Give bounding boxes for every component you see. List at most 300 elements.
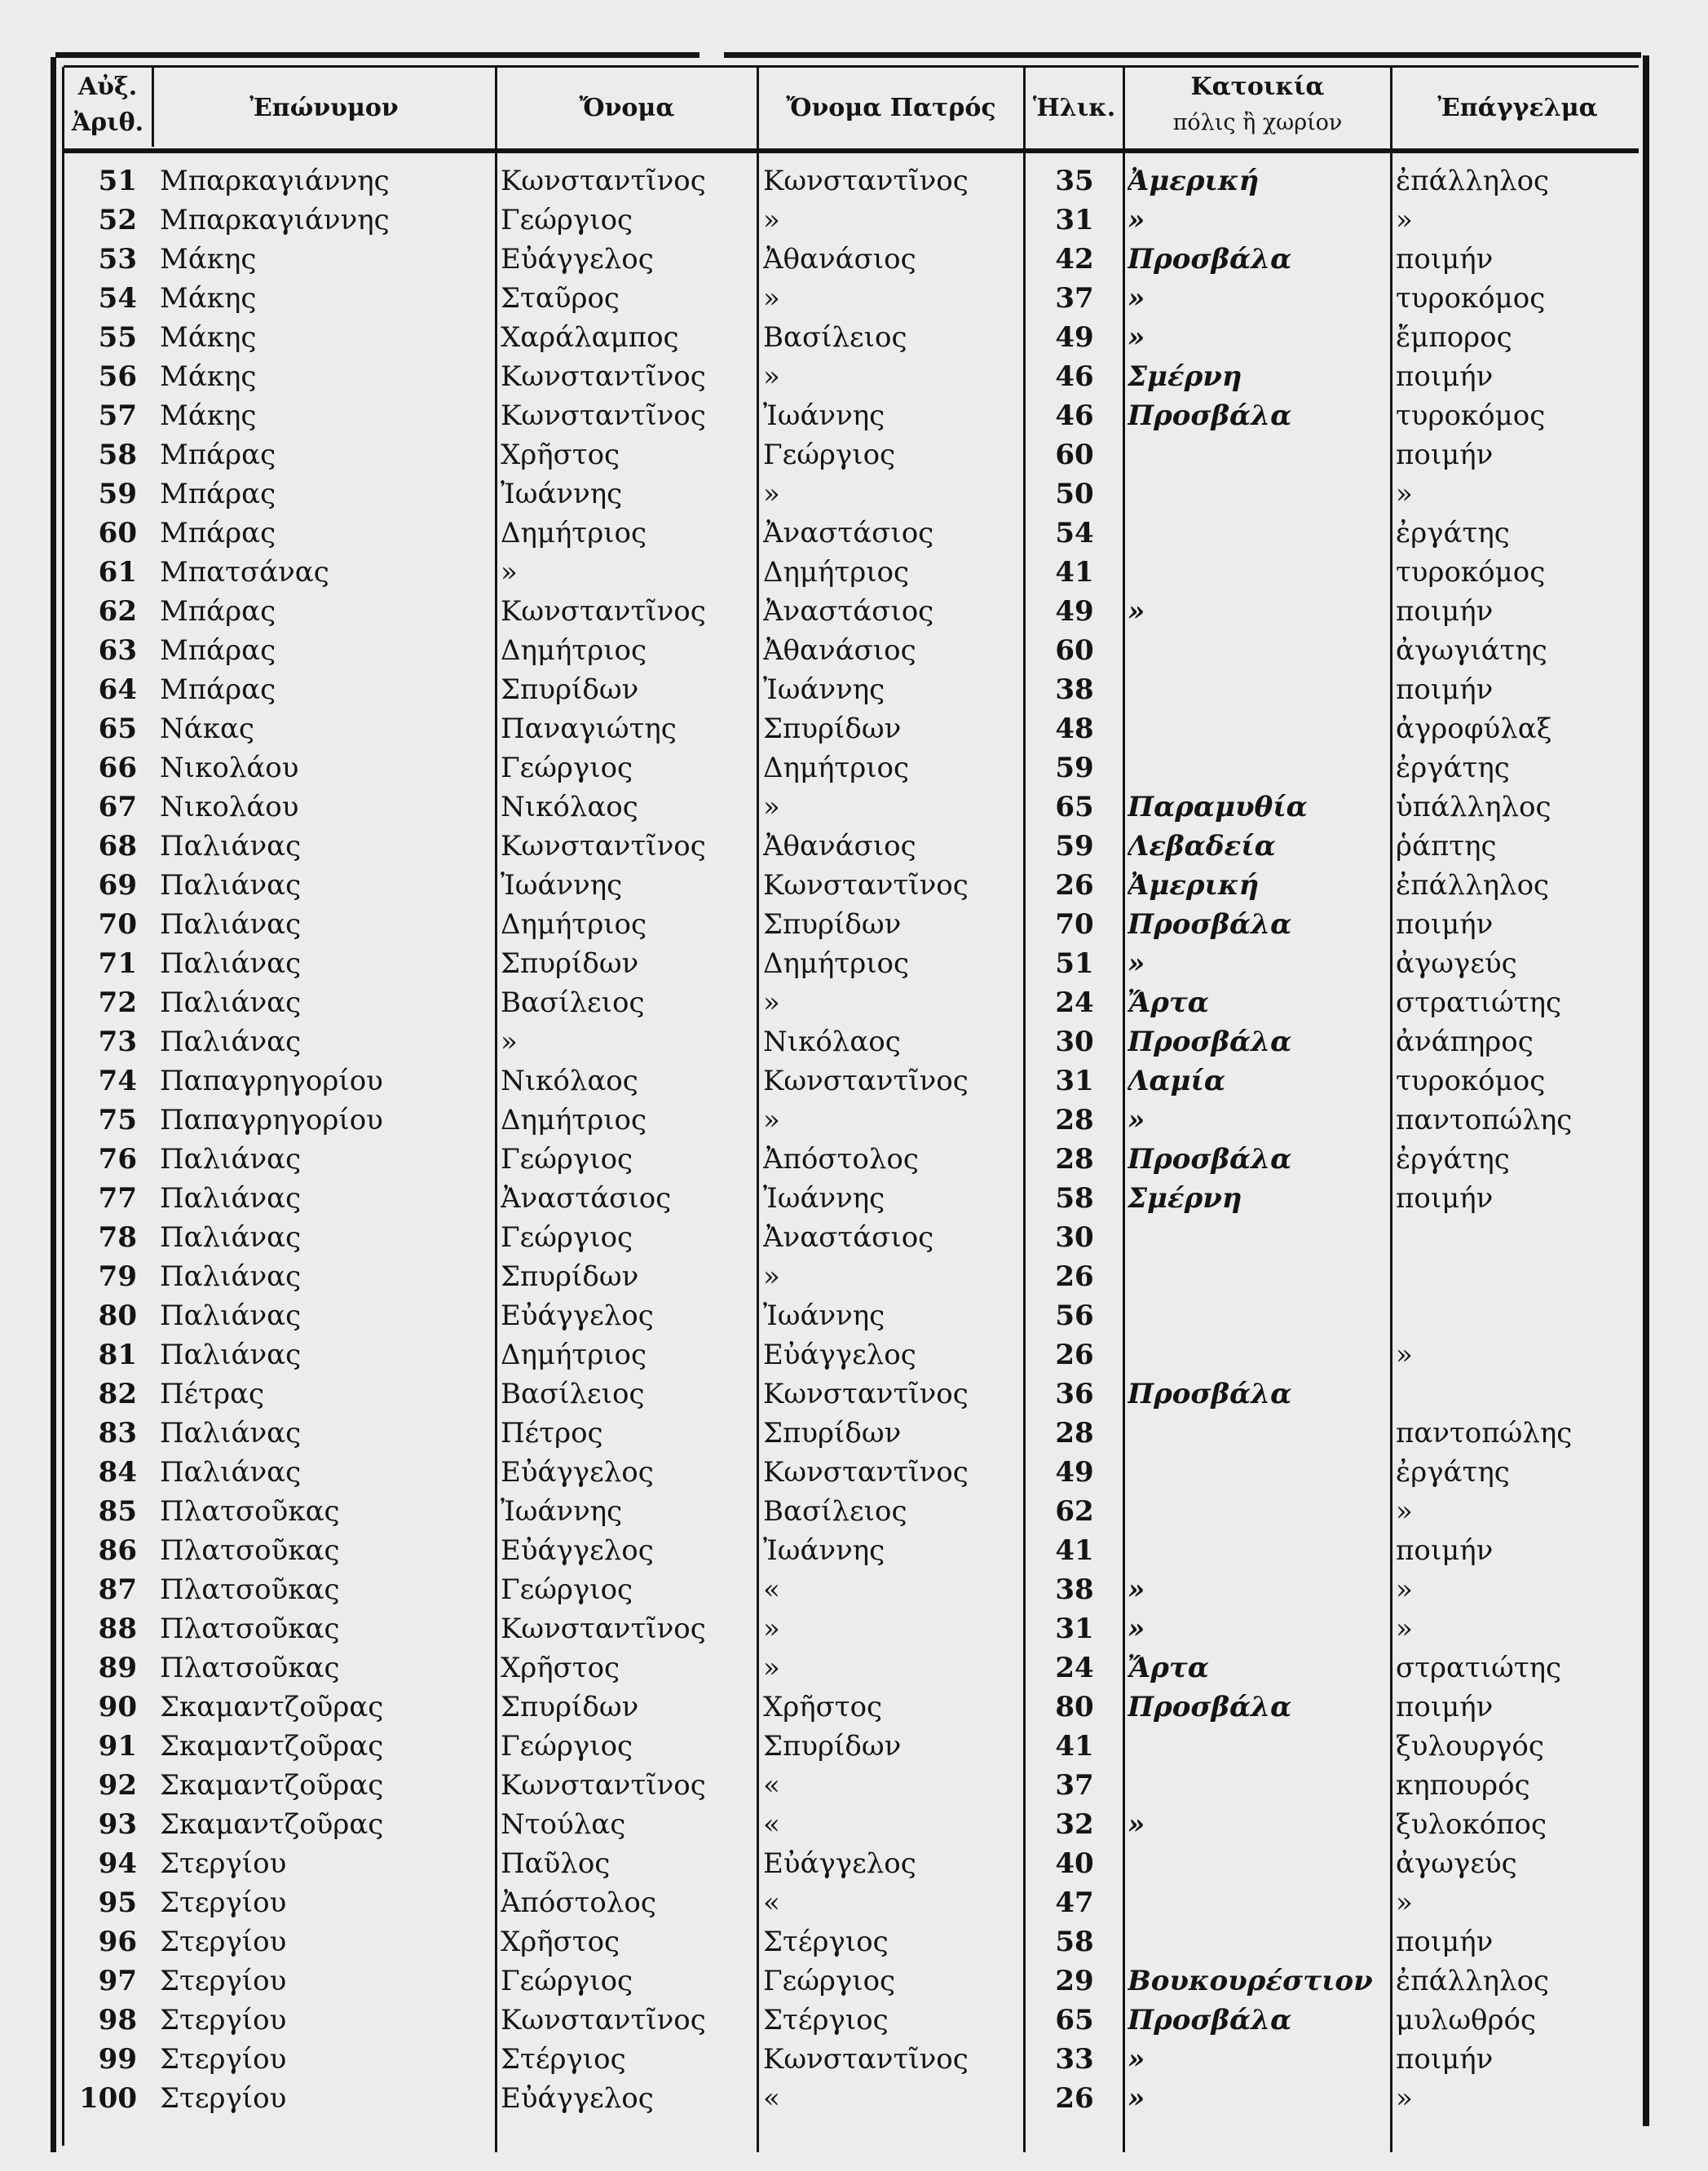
age-cell: 24 <box>1055 1652 1094 1684</box>
father-name-cell: « <box>763 1769 780 1802</box>
age-cell: 32 <box>1055 1808 1094 1841</box>
name-cell: Δημήτριος <box>501 908 647 941</box>
name-cell: Σπυρίδων <box>501 1260 639 1293</box>
name-cell: Δημήτριος <box>501 517 647 549</box>
residence-cell <box>1128 1257 1387 1296</box>
occupation-cell: ποιμήν <box>1396 1182 1494 1215</box>
occupation-cell: ποιμήν <box>1396 360 1494 393</box>
name-cell: Κωνσταντῖνος <box>501 399 706 432</box>
header-number-line1: Αὐξ. <box>77 73 138 101</box>
name-cell: Γεώργιος <box>501 204 633 236</box>
surname-cell: Σκαμαντζοῦρας <box>160 1808 384 1841</box>
row-number: 83 <box>98 1417 137 1450</box>
age-cell: 51 <box>1055 947 1094 980</box>
father-name-cell: Βασίλειος <box>763 1495 907 1528</box>
occupation-cell: » <box>1396 1886 1413 1919</box>
residence-cell: » <box>1128 947 1145 980</box>
name-cell: Νικόλαος <box>501 1065 638 1097</box>
father-name-cell: Ἀθανάσιος <box>763 830 916 863</box>
surname-cell: Νικολάου <box>160 791 299 823</box>
father-name-cell: » <box>763 1260 780 1293</box>
row-number: 73 <box>98 1026 137 1058</box>
occupation-cell: ἐργάτης <box>1396 1456 1510 1489</box>
name-cell: Παναγιώτης <box>501 713 677 745</box>
header-occupation: Ἐπάγγελμα <box>1437 94 1598 122</box>
occupation-cell: τυροκόμος <box>1396 556 1546 589</box>
occupation-cell: » <box>1396 2082 1413 2115</box>
row-number: 56 <box>98 360 137 393</box>
row-number: 77 <box>98 1182 137 1215</box>
residence-cell <box>1128 631 1387 670</box>
name-cell: Κωνσταντῖνος <box>501 1613 706 1645</box>
residence-cell <box>1128 709 1387 748</box>
row-number: 75 <box>98 1104 137 1136</box>
row-number: 100 <box>79 2082 137 2115</box>
father-name-cell: Δημήτριος <box>763 752 910 784</box>
name-cell: Παῦλος <box>501 1847 611 1880</box>
father-name-cell: Ἰωάννης <box>763 1534 885 1567</box>
residence-cell: Ἄρτα <box>1128 1652 1209 1684</box>
left-border-inner <box>62 67 64 2146</box>
divider-name <box>757 65 759 2152</box>
divider-father <box>1023 65 1026 2152</box>
row-number: 99 <box>98 2043 137 2076</box>
header-top-rule <box>64 65 1639 68</box>
row-number: 63 <box>98 634 137 667</box>
residence-cell <box>1128 1492 1387 1531</box>
occupation-cell: ἐργάτης <box>1396 752 1510 784</box>
name-cell: Εὐάγγελος <box>501 1534 654 1567</box>
residence-cell: » <box>1128 595 1145 628</box>
residence-cell <box>1128 670 1387 709</box>
surname-cell: Παπαγρηγορίου <box>160 1104 383 1136</box>
row-number: 87 <box>98 1573 137 1606</box>
residence-cell: Λεβαδεία <box>1128 830 1276 863</box>
age-cell: 38 <box>1055 673 1094 706</box>
row-number: 67 <box>98 791 137 823</box>
row-number: 89 <box>98 1652 137 1684</box>
name-cell: Ἀπόστολος <box>501 1886 656 1919</box>
surname-cell: Παλιάνας <box>160 869 302 902</box>
occupation-cell: ποιμήν <box>1396 2043 1494 2076</box>
name-cell: Κωνσταντῖνος <box>501 360 706 393</box>
father-name-cell: Γεώργιος <box>763 1965 896 1997</box>
occupation-cell: ἀγωγιάτης <box>1396 634 1547 667</box>
residence-cell <box>1128 748 1387 788</box>
age-cell: 38 <box>1055 1573 1094 1606</box>
row-number: 68 <box>98 830 137 863</box>
age-cell: 60 <box>1055 634 1094 667</box>
name-cell: Χαράλαμπος <box>501 321 679 354</box>
father-name-cell: Κωνσταντῖνος <box>763 1456 969 1489</box>
left-border <box>51 57 56 2152</box>
age-cell: 37 <box>1055 282 1094 315</box>
surname-cell: Μάκης <box>160 243 257 276</box>
row-number: 70 <box>98 908 137 941</box>
residence-cell: Προσβάλα <box>1128 908 1292 941</box>
occupation-cell: τυροκόμος <box>1396 1065 1546 1097</box>
father-name-cell: Εὐάγγελος <box>763 1847 916 1880</box>
occupation-cell: » <box>1396 1339 1413 1371</box>
row-number: 52 <box>98 204 137 236</box>
row-number: 95 <box>98 1886 137 1919</box>
occupation-cell <box>1396 1296 1640 1335</box>
father-name-cell: Στέργιος <box>763 1926 889 1958</box>
age-cell: 41 <box>1055 556 1094 589</box>
name-cell: Σταῦρος <box>501 282 620 315</box>
age-cell: 65 <box>1055 2004 1094 2036</box>
age-cell: 41 <box>1055 1730 1094 1763</box>
age-cell: 54 <box>1055 517 1094 549</box>
row-number: 66 <box>98 752 137 784</box>
surname-cell: Μάκης <box>160 399 257 432</box>
name-cell: Γεώργιος <box>501 1221 633 1254</box>
occupation-cell: στρατιώτης <box>1396 986 1562 1019</box>
occupation-cell: ποιμήν <box>1396 1926 1494 1958</box>
occupation-cell: παντοπώλης <box>1396 1417 1573 1450</box>
father-name-cell: Χρῆστος <box>763 1691 883 1723</box>
residence-cell: » <box>1128 1808 1145 1841</box>
age-cell: 37 <box>1055 1769 1094 1802</box>
row-number: 97 <box>98 1965 137 1997</box>
header-name: Ὄνομα <box>579 94 675 122</box>
name-cell: Γεώργιος <box>501 1730 633 1763</box>
occupation-cell <box>1396 1375 1640 1414</box>
father-name-cell: Στέργιος <box>763 2004 889 2036</box>
surname-cell: Μπάρας <box>160 634 276 667</box>
name-cell: Βασίλειος <box>501 986 645 1019</box>
name-cell: Σπυρίδων <box>501 947 639 980</box>
surname-cell: Σκαμαντζοῦρας <box>160 1769 384 1802</box>
age-cell: 30 <box>1055 1221 1094 1254</box>
residence-cell: Προσβάλα <box>1128 399 1292 432</box>
residence-cell: » <box>1128 1613 1145 1645</box>
row-number: 60 <box>98 517 137 549</box>
father-name-cell: Σπυρίδων <box>763 713 902 745</box>
father-name-cell: Ἀναστάσιος <box>763 595 934 628</box>
divider-surname <box>495 65 497 2152</box>
row-number: 93 <box>98 1808 137 1841</box>
name-cell: Γεώργιος <box>501 752 633 784</box>
father-name-cell: « <box>763 2082 780 2115</box>
age-cell: 70 <box>1055 908 1094 941</box>
surname-cell: Σκαμαντζοῦρας <box>160 1691 384 1723</box>
top-rule-right <box>724 52 1641 58</box>
father-name-cell: Σπυρίδων <box>763 908 902 941</box>
top-rule-left <box>55 52 700 58</box>
age-cell: 49 <box>1055 1456 1094 1489</box>
row-number: 78 <box>98 1221 137 1254</box>
row-number: 55 <box>98 321 137 354</box>
row-number: 51 <box>98 165 137 197</box>
father-name-cell: Σπυρίδων <box>763 1417 902 1450</box>
row-number: 74 <box>98 1065 137 1097</box>
row-number: 86 <box>98 1534 137 1567</box>
header-surname: Ἐπώνυμον <box>249 94 399 122</box>
header-residence-line1: Κατοικία <box>1190 73 1325 101</box>
occupation-cell: ποιμήν <box>1396 908 1494 941</box>
residence-cell <box>1128 1922 1387 1961</box>
age-cell: 47 <box>1055 1886 1094 1919</box>
age-cell: 49 <box>1055 595 1094 628</box>
age-cell: 56 <box>1055 1300 1094 1332</box>
row-number: 94 <box>98 1847 137 1880</box>
name-cell: Εὐάγγελος <box>501 1456 654 1489</box>
occupation-cell: ἐπάλληλος <box>1396 165 1550 197</box>
father-name-cell: » <box>763 791 780 823</box>
occupation-cell: » <box>1396 478 1413 510</box>
father-name-cell: Ἀπόστολος <box>763 1143 919 1176</box>
father-name-cell: Ἰωάννης <box>763 673 885 706</box>
surname-cell: Μπάρας <box>160 595 276 628</box>
age-cell: 30 <box>1055 1026 1094 1058</box>
occupation-cell: ποιμήν <box>1396 1534 1494 1567</box>
surname-cell: Παλιάνας <box>160 1026 302 1058</box>
occupation-cell: ἐπάλληλος <box>1396 1965 1550 1997</box>
name-cell: Σπυρίδων <box>501 1691 639 1723</box>
occupation-cell: τυροκόμος <box>1396 399 1546 432</box>
row-number: 85 <box>98 1495 137 1528</box>
residence-cell: Λαμία <box>1128 1065 1226 1097</box>
row-number: 82 <box>98 1378 137 1410</box>
occupation-cell: ξυλουργός <box>1396 1730 1544 1763</box>
age-cell: 26 <box>1055 2082 1094 2115</box>
occupation-cell: » <box>1396 1495 1413 1528</box>
surname-cell: Πέτρας <box>160 1378 265 1410</box>
father-name-cell: Βασίλειος <box>763 321 907 354</box>
occupation-cell: μυλωθρός <box>1396 2004 1537 2036</box>
age-cell: 58 <box>1055 1926 1094 1958</box>
surname-cell: Μάκης <box>160 321 257 354</box>
row-number: 91 <box>98 1730 137 1763</box>
residence-cell: Προσβάλα <box>1128 1143 1292 1176</box>
surname-cell: Σκαμαντζοῦρας <box>160 1730 384 1763</box>
residence-cell <box>1128 1844 1387 1883</box>
occupation-cell: ποιμήν <box>1396 673 1494 706</box>
father-name-cell: » <box>763 986 780 1019</box>
surname-cell: Παλιάνας <box>160 1143 302 1176</box>
father-name-cell: Δημήτριος <box>763 556 910 589</box>
residence-cell: Ἄρτα <box>1128 986 1209 1019</box>
residence-cell: Προσβάλα <box>1128 1378 1292 1410</box>
residence-cell: Ἀμερική <box>1128 869 1260 902</box>
occupation-cell: ποιμήν <box>1396 243 1494 276</box>
surname-cell: Παπαγρηγορίου <box>160 1065 383 1097</box>
surname-cell: Μάκης <box>160 360 257 393</box>
row-number: 59 <box>98 478 137 510</box>
row-number: 98 <box>98 2004 137 2036</box>
father-name-cell: Εὐάγγελος <box>763 1339 916 1371</box>
age-cell: 42 <box>1055 243 1094 276</box>
occupation-cell: ἔμπορος <box>1396 321 1512 354</box>
age-cell: 28 <box>1055 1143 1094 1176</box>
name-cell: Ἰωάννης <box>501 869 623 902</box>
name-cell: Χρῆστος <box>501 1926 620 1958</box>
surname-cell: Στεργίου <box>160 1886 287 1919</box>
name-cell: Βασίλειος <box>501 1378 645 1410</box>
occupation-cell: παντοπώλης <box>1396 1104 1573 1136</box>
residence-cell: » <box>1128 282 1145 315</box>
father-name-cell: » <box>763 1104 780 1136</box>
occupation-cell: ἀγωγεύς <box>1396 947 1517 980</box>
surname-cell: Πλατσοῦκας <box>160 1534 340 1567</box>
father-name-cell: Ἀναστάσιος <box>763 1221 934 1254</box>
residence-cell <box>1128 1218 1387 1257</box>
father-name-cell: » <box>763 1652 780 1684</box>
name-cell: Εὐάγγελος <box>501 1300 654 1332</box>
divider-age <box>1123 65 1125 2152</box>
residence-cell: Προσβάλα <box>1128 1026 1292 1058</box>
row-number: 90 <box>98 1691 137 1723</box>
name-cell: Γεώργιος <box>501 1965 633 1997</box>
row-number: 71 <box>98 947 137 980</box>
row-number: 58 <box>98 439 137 471</box>
surname-cell: Μάκης <box>160 282 257 315</box>
age-cell: 31 <box>1055 204 1094 236</box>
age-cell: 24 <box>1055 986 1094 1019</box>
age-cell: 59 <box>1055 830 1094 863</box>
surname-cell: Νάκας <box>160 713 254 745</box>
name-cell: Ἰωάννης <box>501 478 623 510</box>
residence-cell: Ἀμερική <box>1128 165 1260 197</box>
surname-cell: Μπάρας <box>160 673 276 706</box>
age-cell: 31 <box>1055 1065 1094 1097</box>
name-cell: Χρῆστος <box>501 1652 620 1684</box>
age-cell: 46 <box>1055 360 1094 393</box>
surname-cell: Στεργίου <box>160 2082 287 2115</box>
age-cell: 26 <box>1055 869 1094 902</box>
row-number: 62 <box>98 595 137 628</box>
occupation-cell: ἐργάτης <box>1396 1143 1510 1176</box>
header-number-line2: Ἀριθ. <box>71 108 144 137</box>
occupation-cell: ὑπάλληλος <box>1396 791 1551 823</box>
age-cell: 59 <box>1055 752 1094 784</box>
occupation-cell: ξυλοκόπος <box>1396 1808 1547 1841</box>
residence-cell <box>1128 1531 1387 1570</box>
father-name-cell: Ἰωάννης <box>763 399 885 432</box>
name-cell: Κωνσταντῖνος <box>501 830 706 863</box>
divider-no <box>152 65 154 147</box>
name-cell: Ντούλας <box>501 1808 626 1841</box>
father-name-cell: » <box>763 1613 780 1645</box>
name-cell: Κωνσταντῖνος <box>501 595 706 628</box>
age-cell: 35 <box>1055 165 1094 197</box>
surname-cell: Πλατσοῦκας <box>160 1652 340 1684</box>
residence-cell: Προσβάλα <box>1128 1691 1292 1723</box>
surname-cell: Παλιάνας <box>160 908 302 941</box>
residence-cell: Προσβάλα <box>1128 243 1292 276</box>
surname-cell: Μπάρας <box>160 478 276 510</box>
name-cell: Δημήτριος <box>501 1339 647 1371</box>
name-cell: Νικόλαος <box>501 791 638 823</box>
surname-cell: Νικολάου <box>160 752 299 784</box>
father-name-cell: Ἀθανάσιος <box>763 634 916 667</box>
surname-cell: Στεργίου <box>160 1847 287 1880</box>
row-number: 88 <box>98 1613 137 1645</box>
surname-cell: Στεργίου <box>160 1965 287 1997</box>
father-name-cell: « <box>763 1808 780 1841</box>
residence-cell: Σμέρνη <box>1128 1182 1242 1215</box>
right-border <box>1643 55 1649 2126</box>
father-name-cell: » <box>763 360 780 393</box>
name-cell: Ἰωάννης <box>501 1495 623 1528</box>
residence-cell <box>1128 553 1387 592</box>
row-number: 76 <box>98 1143 137 1176</box>
row-number: 79 <box>98 1260 137 1293</box>
age-cell: 31 <box>1055 1613 1094 1645</box>
residence-cell <box>1128 1335 1387 1375</box>
row-number: 69 <box>98 869 137 902</box>
surname-cell: Μπαρκαγιάννης <box>160 165 390 197</box>
surname-cell: Παλιάνας <box>160 986 302 1019</box>
age-cell: 28 <box>1055 1104 1094 1136</box>
surname-cell: Παλιάνας <box>160 1456 302 1489</box>
father-name-cell: Ἰωάννης <box>763 1182 885 1215</box>
age-cell: 26 <box>1055 1339 1094 1371</box>
occupation-cell: ῥάπτης <box>1396 830 1497 863</box>
father-name-cell: Ἀθανάσιος <box>763 243 916 276</box>
name-cell: Σπυρίδων <box>501 673 639 706</box>
age-cell: 65 <box>1055 791 1094 823</box>
occupation-cell: ποιμήν <box>1396 1691 1494 1723</box>
surname-cell: Παλιάνας <box>160 947 302 980</box>
age-cell: 60 <box>1055 439 1094 471</box>
age-cell: 49 <box>1055 321 1094 354</box>
name-cell: Κωνσταντῖνος <box>501 165 706 197</box>
father-name-cell: Κωνσταντῖνος <box>763 165 969 197</box>
age-cell: 33 <box>1055 2043 1094 2076</box>
father-name-cell: » <box>763 478 780 510</box>
row-number: 84 <box>98 1456 137 1489</box>
age-cell: 36 <box>1055 1378 1094 1410</box>
name-cell: Στέργιος <box>501 2043 626 2076</box>
occupation-cell: ἀνάπηρος <box>1396 1026 1534 1058</box>
age-cell: 28 <box>1055 1417 1094 1450</box>
age-cell: 46 <box>1055 399 1094 432</box>
residence-cell: » <box>1128 2043 1145 2076</box>
residence-cell: Προσβάλα <box>1128 2004 1292 2036</box>
name-cell: Εὐάγγελος <box>501 243 654 276</box>
residence-cell <box>1128 514 1387 553</box>
occupation-cell: ἀγωγεύς <box>1396 1847 1517 1880</box>
occupation-cell: στρατιώτης <box>1396 1652 1562 1684</box>
name-cell: Γεώργιος <box>501 1143 633 1176</box>
age-cell: 48 <box>1055 713 1094 745</box>
name-cell: Γεώργιος <box>501 1573 633 1606</box>
surname-cell: Παλιάνας <box>160 1260 302 1293</box>
father-name-cell: « <box>763 1573 780 1606</box>
father-name-cell: Κωνσταντῖνος <box>763 2043 969 2076</box>
surname-cell: Μπάρας <box>160 439 276 471</box>
header-residence <box>1126 69 1389 147</box>
father-name-cell: Δημήτριος <box>763 947 910 980</box>
name-cell: Κωνσταντῖνος <box>501 1769 706 1802</box>
occupation-cell: ποιμήν <box>1396 595 1494 628</box>
surname-cell: Στεργίου <box>160 1926 287 1958</box>
surname-cell: Πλατσοῦκας <box>160 1613 340 1645</box>
row-number: 54 <box>98 282 137 315</box>
residence-cell <box>1128 1414 1387 1453</box>
divider-residence <box>1390 65 1392 2152</box>
surname-cell: Μπατσάνας <box>160 556 329 589</box>
occupation-cell: » <box>1396 1573 1413 1606</box>
father-name-cell: Νικόλαος <box>763 1026 901 1058</box>
header-age: Ἡλικ. <box>1032 94 1116 122</box>
residence-cell <box>1128 435 1387 474</box>
age-cell: 26 <box>1055 1260 1094 1293</box>
age-cell: 50 <box>1055 478 1094 510</box>
residence-cell <box>1128 1883 1387 1922</box>
